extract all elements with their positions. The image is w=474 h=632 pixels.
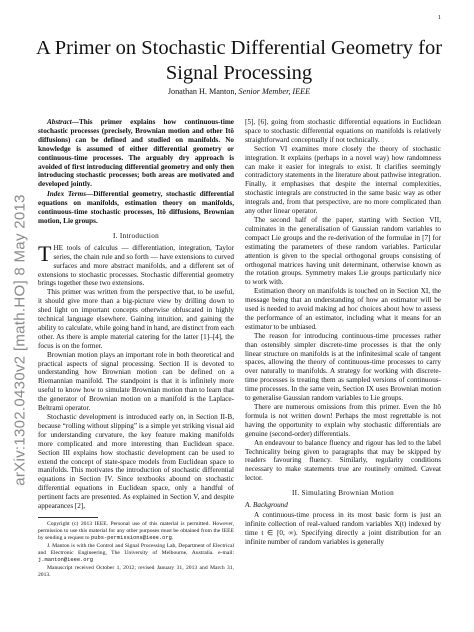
- index-terms-label: Index Terms: [47, 190, 86, 199]
- intro-paragraph-3: Brownian motion plays an important role in both theoretical and practical aspects of signal processing. Section II is devoted to understanding how Brownian motion can be defined on a Riemannian manifold. The standpoint is that it is infinitely more useful to know how to simulate Brownian motion than to learn that the generator of Brownian motion on a manifold is the Laplace-Beltrami operator.: [38, 350, 234, 413]
- intro-paragraph-1-text: HE tools of calculus — differentiation, integration, Taylor series, the chain rule and so forth — have extensions to curved surfaces and more abstract manifolds, and a different set of extensions to stochastic processes. Stochastic differential geometry brings together these two extensions.: [38, 243, 234, 288]
- right-paragraph-1: [5], [6], going from stochastic differential equations in Euclidean space to stochastic differential equations on manifolds is relatively straightforward conceptually if not technically.: [245, 118, 441, 144]
- abstract-text: —This primer explains how continuous-time stochastic processes (precisely, Brownian motion and other Itô diffusions) can be defined and studied on manifolds. No knowledge is assumed of either differential geometry or continuous-time processes. The arguably dry approach is avoided of first introducing differential geometry and only then introducing stochastic processes; both areas are motivated and developed jointly.: [38, 118, 234, 189]
- title-line-1: A Primer on Stochastic Differential Geometry for: [35, 37, 443, 59]
- author-grade: Senior Member, IEEE: [238, 87, 311, 96]
- index-terms: [38, 190, 234, 226]
- arxiv-stamp: [5, 170, 35, 510]
- footnote-affiliation-text: J. Manton is with the Control and Signal Processing Lab, Department of Electrical and Electronic Engineering, The University of Melbourne, Australia. e-mail:: [38, 542, 234, 556]
- right-paragraph-4: Estimation theory on manifolds is touched on in Section XI, the message being that an understanding of how an estimator will be used is needed to avoid making ad hoc choices about how to assess the performance of an estimator, including what it means for an estimator to be unbiased.: [245, 287, 441, 331]
- left-column: [38, 118, 234, 580]
- permissions-email-link[interactable]: pubs-permissions@ieee.org: [90, 534, 172, 541]
- footnotes: [38, 521, 234, 579]
- intro-paragraph-2: This primer was written from the perspective that, to be useful, it should give more than a big-picture view by drilling down to shed light on important concepts otherwise obfuscated in highly technical language elsewhere. Gaining intuition, and gaining the ability to calculate, while going hand in hand, are distinct from each other. As there is ample material catering for the latter [1]–[4], the focus is on the former.: [38, 288, 234, 350]
- right-paragraph-7: An endeavour to balance fluency and rigour has led to the label Technicality being given to paragraphs that may be skipped by readers favouring fluency. Similarly, regularity conditions necessary to make statements true are routinely omitted. Caveat lector.: [245, 438, 441, 483]
- footnote-copyright-text: Copyright (c) 2013 IEEE. Personal use of this material is permitted. However, permission to use this material for any other purposes must be obtained from the IEEE by sending a request to: [38, 520, 234, 541]
- abstract: [38, 118, 234, 189]
- right-paragraph-5: The reason for introducing continuous-time processes rather than ostensibly simpler discrete-time processes is that the only linear structure on manifolds is at the infinitesimal scale of tangent spaces, allowing the theory of continuous-time processes to carry over naturally to manifolds. A strategy for working with discrete-time processes is treating them as sampled versions of continuous-time processes. In the same vein, Section IX uses Brownian motion to generalise Gaussian random variables to Lie groups.: [245, 331, 441, 403]
- section-heading-simulating-brownian-motion: II. Simulating Brownian Motion: [291, 489, 395, 498]
- author-line: [34, 87, 444, 96]
- abstract-label: Abstract: [47, 118, 72, 126]
- paper-title: [34, 36, 444, 86]
- section-heading-introduction: I. Introduction: [112, 231, 160, 240]
- intro-paragraph-1: [38, 240, 234, 289]
- author-name: Jonathan H. Manton,: [167, 87, 237, 96]
- arxiv-stamp-text: arXiv:1302.0430v2 [math.HO] 8 May 2013: [11, 194, 29, 486]
- footnote-affiliation: [38, 543, 234, 564]
- right-paragraph-6: There are numerous omissions from this primer. Even the Itô formula is not written down! Perhaps the most regrettable is not having the opportunity to explain why stochastic differentials are genuine (second-order) differentials.: [245, 403, 441, 438]
- footnote-received: Manuscript received October 1, 2012; revised January 31, 2013 and March 31, 2013.: [38, 564, 234, 578]
- right-column: [245, 118, 441, 547]
- right-paragraph-3: The second half of the paper, starting with Section VII, culminates in the generalisation of Gaussian random variables to compact Lie groups and the re-derivation of the formulae in [7] for estimating the parameters of these random variables. Particular attention is given to the special orthogonal groups consisting of orthogonal matrices having unit determinant, otherwise known as the rotation groups. Symmetry makes Lie groups particularly nice to work with.: [245, 215, 441, 287]
- footnote-divider: [38, 517, 98, 518]
- drop-cap: T: [38, 240, 52, 266]
- index-terms-text: —Differential geometry, stochastic differential equations on manifolds, estimation theory on manifolds, continuous-time stochastic processes, Itô diffusions, Brownian motion, Lie groups.: [38, 190, 235, 225]
- footnote-copyright: Copyright (c) 2013 IEEE. Personal use of this material is permitted. However, permission to use this material for any other purposes must be obtained from the IEEE by sending a request to pubs-permissions@ieee.org.: [38, 520, 234, 541]
- subsection-heading-background: A. Background: [245, 501, 288, 510]
- intro-paragraph-4: Stochastic development is introduced early on, in Section II-B, because “rolling without slipping” is a simple yet striking visual aid for understanding curvature, the key feature making manifolds more complicated and more interesting than Euclidean space. Section III explains how stochastic development can be used to extend the concept of state-space models from Euclidean space to manifolds. This motivates the introduction of stochastic differential equations in Section IV. Since textbooks abound on stochastic differential equations in Euclidean space, only a handful of pertinent facts are presented. As explained in Section V, and despite appearances [2],: [38, 413, 234, 511]
- page-number: 1: [438, 15, 441, 21]
- author-email-link[interactable]: j.manton@ieee.org: [38, 556, 93, 563]
- title-line-2: Signal Processing: [165, 62, 313, 84]
- right-paragraph-2: Section VI examines more closely the theory of stochastic integration. It explains (perhaps in a novel way) how randomness can make it easier for integrals to exist. It clarifies seemingly contradictory statements in the literature about pathwise integration. Finally, it emphasises that despite the internal complexities, stochastic integrals are constructed in the same basic way as other integrals and, from that perspective, are no more complicated than any other linear operator.: [245, 144, 441, 216]
- right-paragraph-8: A continuous-time process in its most basic form is just an infinite collection of real-valued random variables X(t) indexed by time t ∈ [0, ∞). Specifying directly a joint distribution for an infinite number of random variables is generally: [245, 510, 441, 546]
